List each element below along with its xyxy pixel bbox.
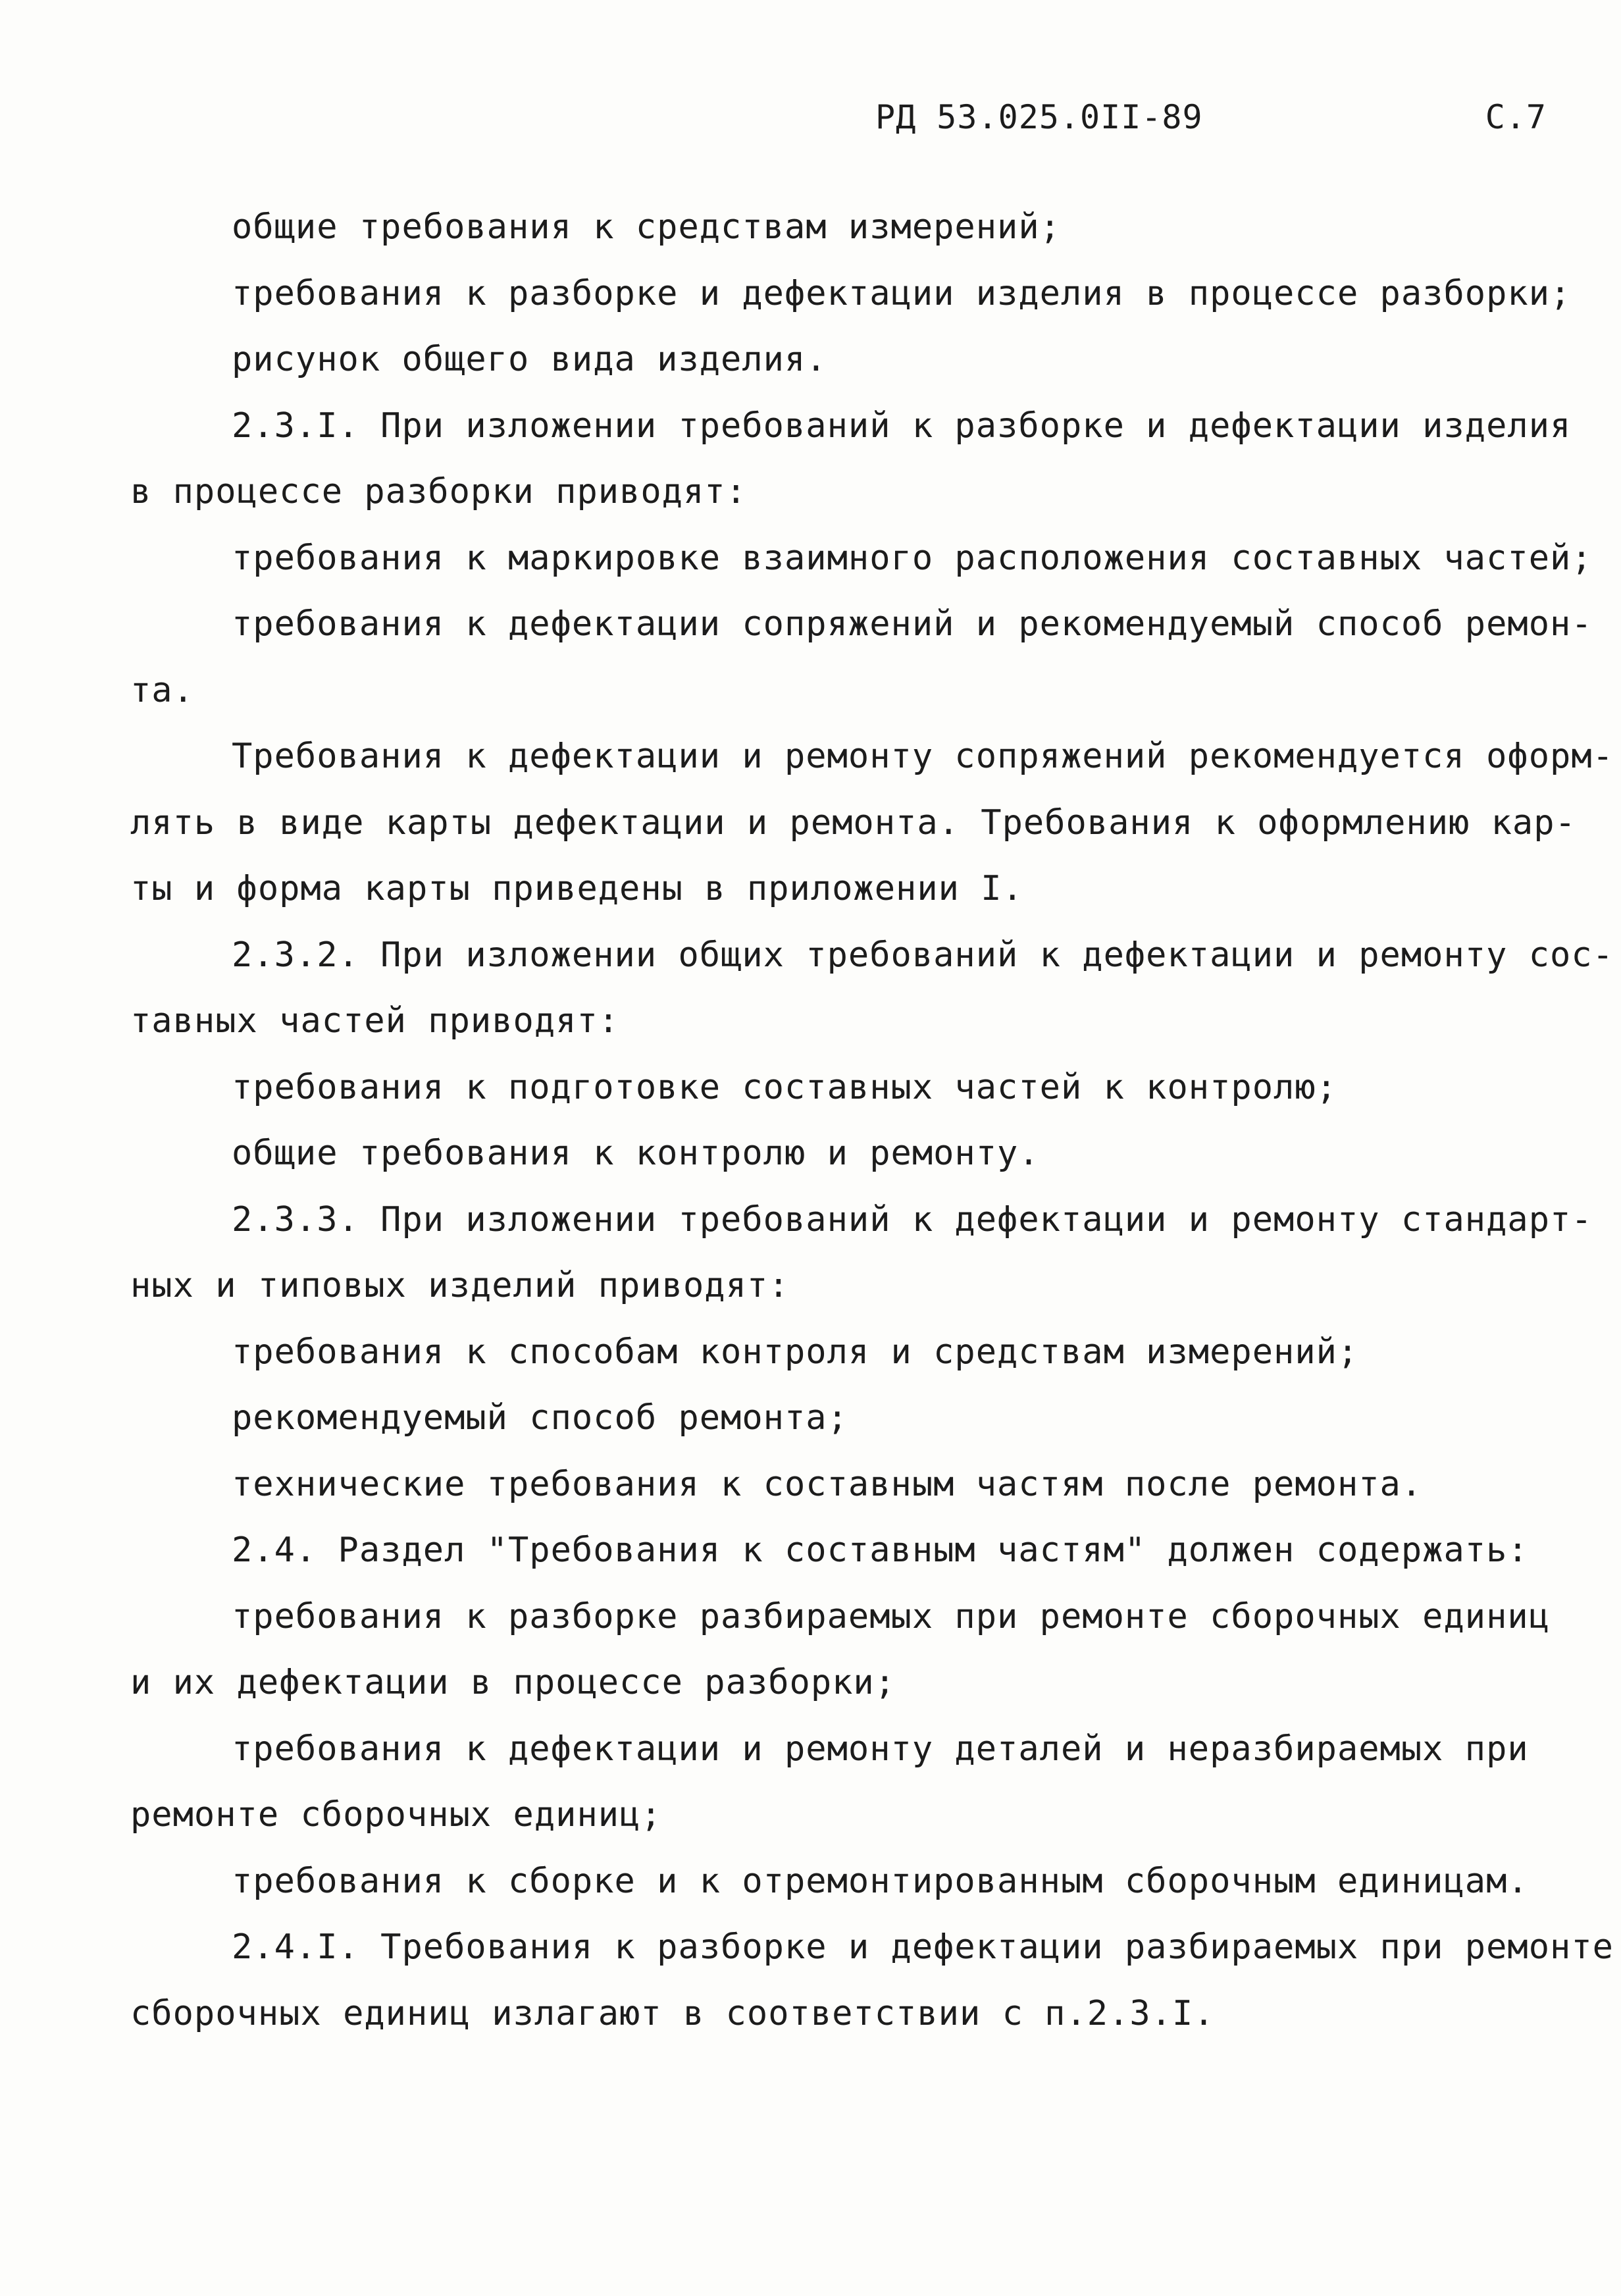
- text-line: общие требования к контролю и ремонту.: [232, 1134, 1040, 1173]
- text-line: 2.3.2. При изложении общих требований к дефектации и ремонту сос-: [232, 935, 1614, 975]
- text-line: требования к разборке и дефектации изделия в процессе разборки;: [232, 273, 1572, 313]
- text-line: требования к сборке и к отремонтированным сборочным единицам.: [232, 1861, 1529, 1901]
- text-line: 2.3.I. При изложении требований к разборке и дефектации изделия: [232, 405, 1572, 446]
- text-line: требования к дефектации сопряжений и рекомендуемый способ ремон-: [232, 604, 1593, 644]
- text-line: требования к разборке разбираемых при ремонте сборочных единиц: [232, 1596, 1551, 1636]
- document-code: РД 53.025.0II-89: [875, 98, 1203, 136]
- text-line: ты и форма карты приведены в приложении I.: [130, 869, 1023, 908]
- page-header: [875, 91, 1547, 144]
- text-line: ремонте сборочных единиц;: [130, 1795, 662, 1835]
- text-line: 2.4. Раздел "Требования к составным частям" должен содержать:: [232, 1530, 1529, 1570]
- page-number: С.7: [1485, 98, 1547, 136]
- text-line: и их дефектации в процессе разборки;: [130, 1663, 896, 1702]
- text-line: рисунок общего вида изделия.: [232, 340, 827, 379]
- text-line: общие требования к средствам измерений;: [232, 207, 1061, 247]
- text-line: тавных частей приводят:: [130, 1001, 620, 1041]
- text-line: лять в виде карты дефектации и ремонта. Требования к оформлению кар-: [130, 802, 1576, 843]
- text-line: технические требования к составным частям после ремонта.: [232, 1464, 1423, 1504]
- text-line: ных и типовых изделий приводят:: [130, 1266, 790, 1305]
- text-line: требования к дефектации и ремонту деталей и неразбираемых при: [232, 1729, 1529, 1769]
- document-body: [130, 194, 1614, 2047]
- text-line: 2.4.I. Требования к разборке и дефектации разбираемых при ремонте: [232, 1927, 1614, 1967]
- text-line: рекомендуемый способ ремонта;: [232, 1398, 848, 1438]
- text-line: требования к способам контроля и средствам измерений;: [232, 1332, 1359, 1372]
- text-line: требования к маркировке взаимного расположения составных частей;: [232, 538, 1593, 578]
- text-line: Требования к дефектации и ремонту сопряжений рекомендуется оформ-: [232, 737, 1614, 776]
- text-line: 2.3.3. При изложении требований к дефектации и ремонту стандарт-: [232, 1199, 1593, 1239]
- text-line: требования к подготовке составных частей к контролю;: [232, 1067, 1337, 1107]
- text-line: та.: [130, 670, 194, 710]
- text-line: в процессе разборки приводят:: [130, 472, 747, 511]
- text-line: сборочных единиц излагают в соответствии с п.2.3.I.: [130, 1993, 1215, 2033]
